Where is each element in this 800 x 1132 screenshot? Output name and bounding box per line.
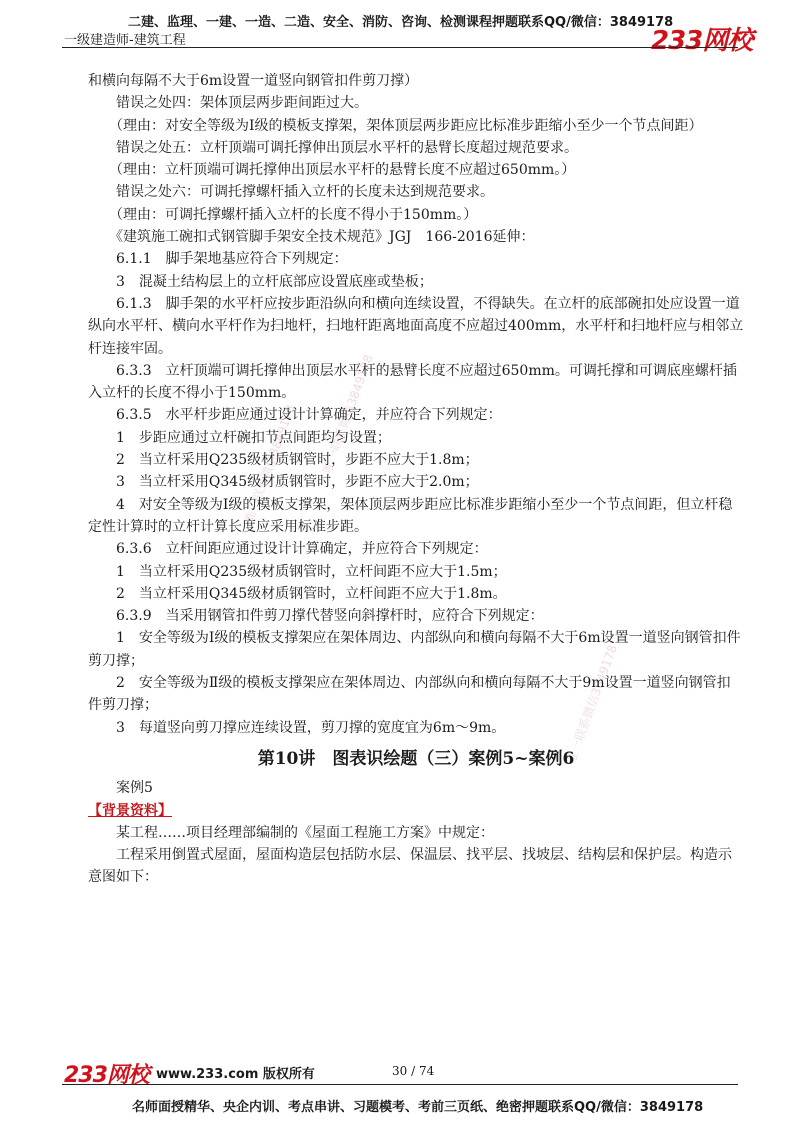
watermark: 唯一联系微信3849178 <box>563 642 620 766</box>
body-paragraph: 错误之处五：立杆顶端可调托撑伸出顶层水平杆的悬臂长度超过规范要求。 <box>88 139 578 156</box>
body-paragraph: 6.3.9 当采用钢管扣件剪刀撑代替竖向斜撑杆时，应符合下列规定： <box>88 608 544 625</box>
background-label: 【背景资料】 <box>88 802 172 819</box>
body-paragraph: 6.1.3 脚手架的水平杆应按步距沿纵向和横向连续设置，不得缺失。在立杆的底部碗扣处应设置一道纵向水平杆、横向水平杆作为扫地杆，扫地杆距离地面高度不应超过400mm，水平杆和扫地杆应与相邻立杆连接牢固。 <box>88 295 744 357</box>
watermark: 唯一联系微信3849178 <box>319 352 376 476</box>
body-paragraph: 6.3.5 水平杆步距应通过设计计算确定，并应符合下列规定： <box>88 407 502 424</box>
footer-logo: 233网校 <box>64 1063 149 1088</box>
body-paragraph: 2 安全等级为Ⅱ级的模板支撑架应在架体周边、内部纵向和横向每隔不大于9m设置一道竖向钢管扣件剪刀撑； <box>88 675 731 714</box>
document-body <box>88 70 744 889</box>
body-paragraph: 1 步距应通过立杆碗扣节点间距均匀设置； <box>88 429 391 446</box>
page-header <box>0 0 800 56</box>
body-paragraph: 1 安全等级为Ⅰ级的模板支撑架应在架体周边、内部纵向和横向每隔不大于6m设置一道竖向钢管扣件剪刀撑； <box>88 630 741 669</box>
body-paragraph: （理由：对安全等级为Ⅰ级的模板支撑架，架体顶层两步距应比标准步距缩小至少一个节点间距） <box>88 117 703 134</box>
body-paragraph: 2 当立杆采用Q235级材质钢管时，步距不应大于1.8m； <box>88 452 479 469</box>
body-paragraph: 某工程……项目经理部编制的《屋面工程施工方案》中规定： <box>88 824 494 841</box>
header-promo-text: 二建、监理、一建、一造、二造、安全、消防、咨询、检测课程押题联系QQ/微信：3849178 <box>128 15 674 30</box>
section-heading: 第10讲 图表识绘题（三）案例5~案例6 <box>257 748 575 769</box>
body-paragraph: 3 每道竖向剪刀撑应连续设置，剪刀撑的宽度宜为6m～9m。 <box>88 719 506 736</box>
body-paragraph: 和横向每隔不大于6m设置一道竖向钢管扣件剪刀撑） <box>88 73 419 89</box>
body-paragraph: 6.3.6 立杆间距应通过设计计算确定，并应符合下列规定： <box>88 541 488 558</box>
header-subject: 一级建造师-建筑工程 <box>64 33 186 48</box>
body-paragraph: 6.3.3 立杆顶端可调托撑伸出顶层水平杆的悬臂长度不应超过650mm。可调托撑和可调底座螺杆插入立杆的长度不得小于150mm。 <box>88 362 737 402</box>
body-paragraph: （理由：立杆顶端可调托撑伸出顶层水平杆的悬臂长度不应超过650mm。） <box>88 162 576 179</box>
body-paragraph: 3 当立杆采用Q345级材质钢管时，步距不应大于2.0m； <box>88 474 479 491</box>
body-paragraph: （理由：可调托撑螺杆插入立杆的长度不得小于150mm。） <box>88 206 478 223</box>
background-label-line <box>88 800 744 822</box>
page-footer <box>0 1058 800 1132</box>
footer-promo-text: 名师面授精华、央企内训、考点串讲、习题模考、考前三页纸、绝密押题联系QQ/微信：3849178 <box>132 1100 704 1115</box>
footer-site-text: www.233.com 版权所有 <box>156 1067 315 1082</box>
page-number: 30 / 74 <box>392 1064 435 1078</box>
footer-divider <box>62 1084 738 1085</box>
body-paragraph: 1 当立杆采用Q235级材质钢管时，立杆间距不应大于1.5m； <box>88 563 507 580</box>
body-paragraph: 2 当立杆采用Q345级材质钢管时，立杆间距不应大于1.8m。 <box>88 585 507 602</box>
body-paragraph: 3 混凝土结构层上的立杆底部应设置底座或垫板； <box>88 273 433 290</box>
body-paragraph: 错误之处四：架体顶层两步距间距过大。 <box>88 95 368 112</box>
body-paragraph: 错误之处六：可调托撑螺杆插入立杆的长度未达到规范要求。 <box>88 184 494 201</box>
body-paragraph: 工程采用倒置式屋面，屋面构造层包括防水层、保温层、找平层、找坡层、结构层和保护层。构造示意图如下： <box>88 847 732 886</box>
body-paragraph: 6.1.1 脚手架地基应符合下列规定： <box>88 251 348 268</box>
body-paragraph: 《建筑施工碗扣式钢管脚手架安全技术规范》JGJ 166-2016延伸： <box>88 229 535 246</box>
body-paragraph: 4 对安全等级为Ⅰ级的模板支撑架，架体顶层两步距应比标准步距缩小至少一个节点间距，但立杆稳定性计算时的立杆计算长度应采用标准步距。 <box>88 496 733 535</box>
case-label: 案例5 <box>88 780 153 797</box>
watermark: 唯一联系微信3849178 <box>241 402 298 526</box>
header-logo: 233网校 <box>651 26 753 56</box>
header-divider <box>62 47 738 48</box>
